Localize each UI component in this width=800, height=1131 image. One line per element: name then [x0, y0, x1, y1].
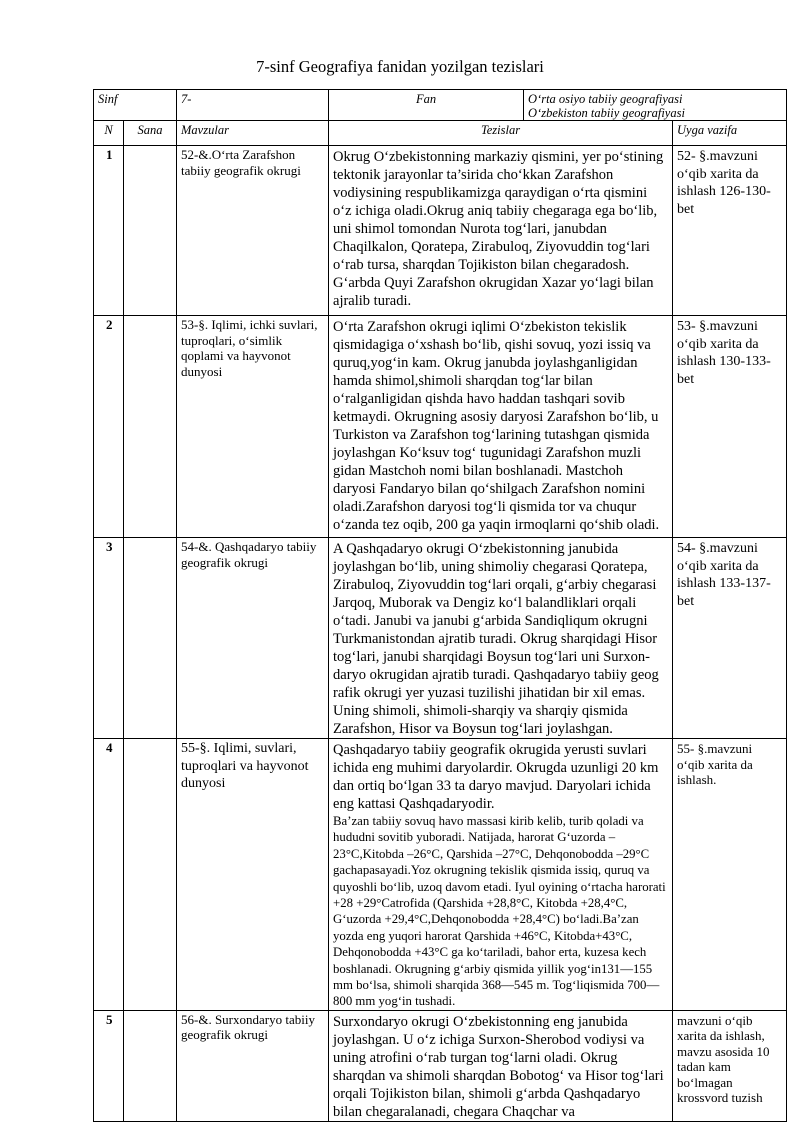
row-topic: 55-§. Iqlimi, suvlari, tuproqlari va hayvonot dunyosi: [177, 739, 329, 1011]
row-number: 4: [94, 739, 124, 1011]
col-sana-header: Sana: [124, 121, 177, 146]
table-row: [94, 146, 787, 316]
table-row: [94, 316, 787, 538]
row-topic: 56-&. Surxondaryo tabiiy geografik okrugi: [177, 1010, 329, 1121]
table-row: [94, 739, 787, 1011]
row-number: 5: [94, 1010, 124, 1121]
row-topic: 54-&. Qashqadaryo tabiiy geografik okrugi: [177, 538, 329, 739]
row-date: [124, 146, 177, 316]
fan-label: Fan: [329, 90, 524, 121]
header-row-subject: [94, 90, 787, 121]
header-row-columns: [94, 121, 787, 146]
document-title: 7-sinf Geografiya fanidan yozilgan tezislari: [256, 57, 544, 76]
row-thesis-main: Qashqadaryo tabiiy geografik okrugida yerusti suvlari ichida eng muhimi daryolardir. Okrugda uzunligi 20 km dan ortiq bo‘lgan 33 ta daryo mavjud. Daryolari ichida eng kattasi Qashqadaryodir.: [333, 742, 659, 812]
fan-value-line-1: O‘rta osiyo tabiiy geografiyasi: [528, 92, 683, 106]
row-thesis-detail: Ba’zan tabiiy sovuq havo massasi kirib kelib, turib qoladi va hududni sovitib yuboradi. Natijada, harorat G‘uzorda –23°C,Kitobda –26°C, Qarshida –27°C, Dehqonobodda –29°C gachapasayadi.Yoz okrugning tekislik qismida issiq, quruq va quyoshli bo‘lib, uzoq davom etadi. Iyul oyining o‘rtacha harorati +28 +29°Catrofida (Qarshida +28,8°C, Kitobda +28,4°C, G‘uzorda +29,4°C,Dehqonobodda +28,4°C) bo‘ladi.Ba’zan yozda eng yuqori harorat Qarshida +46°C, Kitobda+43°C, Dehqonobodda +43°C ga ko‘tariladi, bahor erta, kuzesa kech boshlanadi. Okrugning g‘arbiy qismida yillik yog‘in131—155 mm bo‘lsa, shimoli sharqida 368—545 m. Tog‘liqismida 700—800 mm yog‘in tushadi.: [333, 814, 666, 1009]
row-number: 2: [94, 316, 124, 538]
row-thesis: [329, 739, 673, 1011]
row-thesis: Surxondaryo okrugi O‘zbekistonning eng janubida joylashgan. U o‘z ichiga Surxon-Sherobod vodiysi va uning atrofini o‘rab turgan tog‘larni oladi. Okrug sharqdan va shimoli sharqdan Bobotog‘ va Hisor tog‘lari orqali Tojikiston bilan, shimoli g‘arbda Qashqadaryo bilan chegaralanadi, chegara Chaqchar va: [329, 1010, 673, 1121]
row-date: [124, 316, 177, 538]
row-date: [124, 739, 177, 1011]
fan-value: [524, 90, 787, 121]
row-homework: 53- §.mavzuni o‘qib xarita da ishlash 130-133-bet: [673, 316, 787, 538]
col-tezislar-header: Tezislar: [329, 121, 673, 146]
row-thesis: A Qashqadaryo okrugi O‘zbekistonning janubida joylashgan bo‘lib, uning shimoliy chegarasi Qoratepa, Zirabuloq, Ziyovuddin tog‘lari orqali, g‘arbiy chegarasi Jarqoq, Muborak va Dengiz ko‘l balandliklari orqali o‘tadi. Janubi va janubi g‘arbida Sandiqliqum okrugni Turkmanistondan ajratib turadi. Okrug sharqidagi Hisor tog‘lari, janubi sharqidagi Boysun tog‘lari uni Surxon-daryo okrugidan ajratib turadi. Qashqadaryo tabiiy geog rafik okrugi yer yuzasi tuzilishi jihatidan bir xil emas. Uning shimoli, shimoli-sharqiy va sharqiy qismida Zarafshon, Hisor va Boysun tog‘lari joylashgan.: [329, 538, 673, 739]
row-topic: 52-&.O‘rta Zarafshon tabiiy geografik okrugi: [177, 146, 329, 316]
col-mavzular-header: Mavzular: [177, 121, 329, 146]
theses-table: [93, 89, 787, 1122]
col-uyga-header: Uyga vazifa: [673, 121, 787, 146]
row-topic: 53-§. Iqlimi, ichki suvlari, tuproqlari, o‘simlik qoplami va hayvonot dunyosi: [177, 316, 329, 538]
col-n-header: N: [94, 121, 124, 146]
row-date: [124, 1010, 177, 1121]
row-thesis: Okrug O‘zbekistonning markaziy qismini, yer po‘stining tektonik jarayonlar ta’sirida cho‘kkan Zarafshon vodiysining respublikamizga qaraydigan o‘rta qismini o‘z ichiga oladi.Okrug aniq tabiiy chegaraga ega bo‘lib, uni shimol tomondan Nurota tog‘lari, janubdan Chaqilkalon, Qoratepa, Zirabuloq, Ziyovuddin tog‘lari o‘rab tursa, sharqdan Tojikiston bilan chegaradosh. G‘arbda Quyi Zarafshon okrugidan Xazar yo‘lagi bilan ajralib turadi.: [329, 146, 673, 316]
row-homework: mavzuni o‘qib xarita da ishlash, mavzu asosida 10 tadan kam bo‘lmagan krossvord tuzish: [673, 1010, 787, 1121]
row-date: [124, 538, 177, 739]
table-row: [94, 1010, 787, 1121]
fan-value-line-2: O‘zbekiston tabiiy geografiyasi: [528, 106, 685, 120]
row-thesis: O‘rta Zarafshon okrugi iqlimi O‘zbekiston tekislik qismidagiga o‘xshash bo‘lib, qishi sovuq, yozi issiq va quruq,yog‘in kam. Okrug janubda joylashganligidan hamda shimol,shimoli sharqdan tog‘lar bilan o‘ralganligidan qishda havo haddan tashqari sovib ketmaydi. Okrugning asosiy daryosi Zarafshon bo‘lib, u Turkiston va Zarafshon tog‘larining tutashgan qismida joylashgan Ko‘ksuv tog‘ tugunidagi Zarafshon muzli gidan Mastchoh nomi bilan boshlanadi. Mastchoh daryosi Fandaryo bilan qo‘shilgach Zarafshon nomini oladi.Zarafshon daryosi tog‘li qismida tor va chuqur o‘zanda tez oqib, 200 ga yaqin irmoqlarni qo‘shib oladi.: [329, 316, 673, 538]
row-number: 1: [94, 146, 124, 316]
row-number: 3: [94, 538, 124, 739]
row-homework: 54- §.mavzuni o‘qib xarita da ishlash 133-137-bet: [673, 538, 787, 739]
table-row: [94, 538, 787, 739]
row-homework: 55- §.mavzuni o‘qib xarita da ishlash.: [673, 739, 787, 1011]
sinf-value: 7-: [177, 90, 329, 121]
row-homework: 52- §.mavzuni o‘qib xarita da ishlash 126-130-bet: [673, 146, 787, 316]
sinf-label: Sinf: [94, 90, 177, 121]
